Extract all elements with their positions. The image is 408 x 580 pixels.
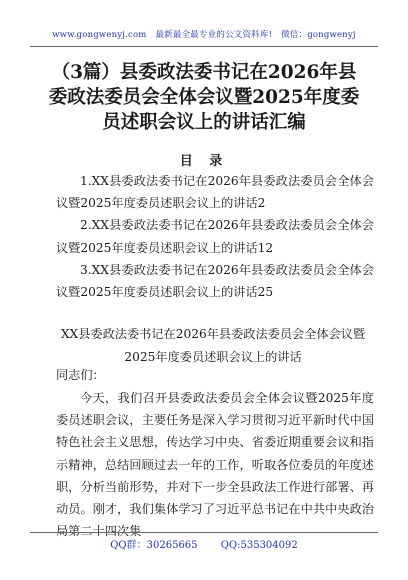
speech-heading <box>48 323 378 369</box>
table-of-contents <box>56 170 374 303</box>
toc-heading: 目 录 <box>179 154 229 169</box>
toc-item[interactable]: 1.XX县委政法委书记在2026年县委政法委员会全体会议暨2025年度委员述职会议上的讲话2 <box>56 174 374 211</box>
footer-qq: QQ:535304092 <box>220 540 298 551</box>
speech-heading-line: 2025年度委员述职会议上的讲话 <box>124 350 302 364</box>
speech-paragraph: 今天，我们召开县委政法委员会全体会议暨2025年度委员述职会议，主要任务是深入学习贯彻习近平新时代中国特色社会主义思想，传达学习中央、省委近期重要会议和指示精神，总结回顾过去一年的工作，听取各位委员的年度述职，分析当前形势，并对下一步全县政法工作进行部署、再动员。刚才，我们集体学习了习近平总书记在中共中央政治 <box>56 391 374 517</box>
speech-greeting: 同志们： <box>56 368 105 382</box>
footer-qq-group: QQ群：30265665 <box>110 540 198 551</box>
toc-item[interactable]: 3.XX县委政法委书记在2026年县委政法委员会全体会议暨2025年度委员述职会议上的讲话25 <box>56 262 374 300</box>
document-title: （3篇）县委政法委书记在2026年县委政法委员会全体会议暨2025年度委员述职会议上的讲话汇编 <box>48 62 360 133</box>
speech-heading-line: XX县委政法委书记在2026年县委政法委员会全体会议暨 <box>60 327 366 341</box>
header-site-url[interactable]: www.gongwenyj.com <box>52 30 147 40</box>
header-slogan: 最新最全最专业的公文资料库! <box>155 30 273 40</box>
footer-rule <box>30 532 378 533</box>
speech-body <box>56 387 374 542</box>
header-wechat: 微信：gongwenyj <box>281 30 356 40</box>
toc-item[interactable]: 2.XX县委政法委书记在2026年县委政法委员会全体会议暨2025年度委员述职会议上的讲话12 <box>56 218 374 255</box>
header-rule <box>30 46 378 47</box>
page-header <box>0 28 408 40</box>
page-footer <box>0 536 408 551</box>
